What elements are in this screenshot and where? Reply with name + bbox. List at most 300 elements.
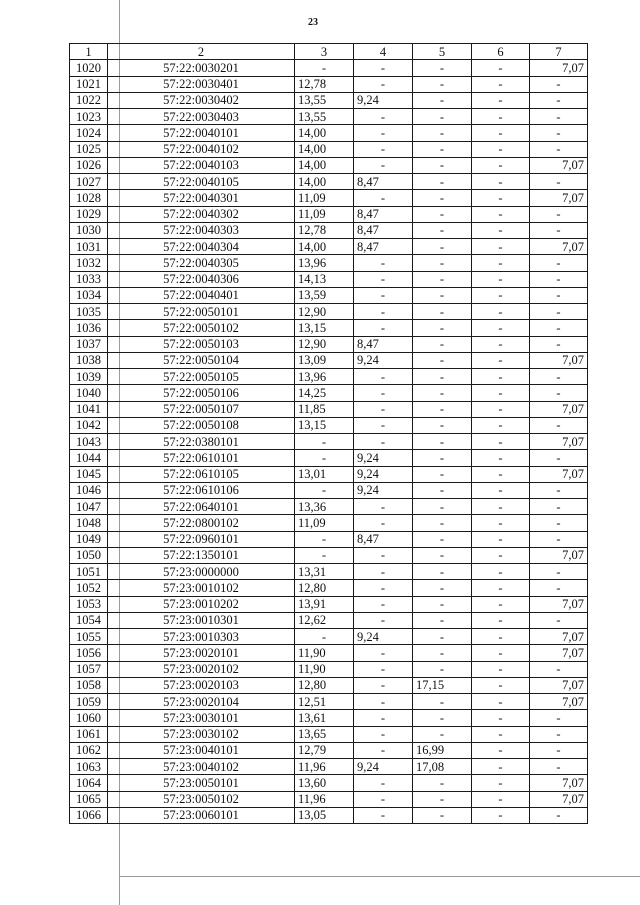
value-col4-cell: - xyxy=(354,775,413,791)
value-col5-cell: - xyxy=(413,661,472,677)
value-col4-cell: - xyxy=(354,612,413,628)
value-col3-cell: 12,79 xyxy=(295,742,354,758)
value-col6-cell: - xyxy=(472,352,530,368)
value-col6-cell: - xyxy=(472,661,530,677)
table-row xyxy=(70,710,588,726)
cadastral-number-cell: 57:23:0010202 xyxy=(108,596,295,612)
value-col5-cell: - xyxy=(413,694,472,710)
value-col4-cell: - xyxy=(354,742,413,758)
value-col5-cell: - xyxy=(413,190,472,206)
value-col5-cell: 16,99 xyxy=(413,742,472,758)
value-col3-cell: 13,05 xyxy=(295,807,354,823)
table-row xyxy=(70,775,588,791)
row-number-cell: 1032 xyxy=(70,255,108,271)
value-col5-cell: - xyxy=(413,174,472,190)
value-col3-cell: 13,61 xyxy=(295,710,354,726)
value-col6-cell: - xyxy=(472,547,530,563)
value-col6-cell: - xyxy=(472,287,530,303)
table-row xyxy=(70,515,588,531)
value-col7-cell: - xyxy=(530,564,588,580)
value-col5-cell: - xyxy=(413,60,472,76)
value-col6-cell: - xyxy=(472,109,530,125)
value-col4-cell: - xyxy=(354,60,413,76)
value-col7-cell: - xyxy=(530,499,588,515)
cadastral-number-cell: 57:22:0040102 xyxy=(108,141,295,157)
value-col7-cell: - xyxy=(530,271,588,287)
value-col7-cell: - xyxy=(530,206,588,222)
column-header: 7 xyxy=(530,44,588,60)
table-row xyxy=(70,401,588,417)
value-col4-cell: - xyxy=(354,190,413,206)
value-col3-cell: 11,09 xyxy=(295,515,354,531)
value-col3-cell: - xyxy=(295,482,354,498)
value-col3-cell: 13,59 xyxy=(295,287,354,303)
value-col3-cell: 11,90 xyxy=(295,661,354,677)
value-col7-cell: - xyxy=(530,515,588,531)
table-row xyxy=(70,255,588,271)
cadastral-number-cell: 57:22:0640101 xyxy=(108,499,295,515)
value-col6-cell: - xyxy=(472,320,530,336)
value-col3-cell: 14,00 xyxy=(295,141,354,157)
value-col4-cell: - xyxy=(354,434,413,450)
value-col5-cell: - xyxy=(413,580,472,596)
value-col6-cell: - xyxy=(472,125,530,141)
value-col4-cell: 9,24 xyxy=(354,92,413,108)
cadastral-number-cell: 57:22:0610106 xyxy=(108,482,295,498)
table-row xyxy=(70,726,588,742)
value-col7-cell: - xyxy=(530,612,588,628)
value-col5-cell: - xyxy=(413,352,472,368)
value-col7-cell: 7,07 xyxy=(530,775,588,791)
table-row xyxy=(70,369,588,385)
value-col3-cell: 12,78 xyxy=(295,76,354,92)
value-col4-cell: - xyxy=(354,287,413,303)
value-col6-cell: - xyxy=(472,157,530,173)
value-col4-cell: - xyxy=(354,417,413,433)
value-col4-cell: - xyxy=(354,694,413,710)
cadastral-number-cell: 57:22:0960101 xyxy=(108,531,295,547)
table-row xyxy=(70,612,588,628)
value-col6-cell: - xyxy=(472,580,530,596)
table-row xyxy=(70,109,588,125)
value-col4-cell: 9,24 xyxy=(354,482,413,498)
value-col3-cell: 11,09 xyxy=(295,206,354,222)
value-col6-cell: - xyxy=(472,239,530,255)
value-col4-cell: - xyxy=(354,726,413,742)
row-number-cell: 1031 xyxy=(70,239,108,255)
row-number-cell: 1037 xyxy=(70,336,108,352)
table-row xyxy=(70,336,588,352)
value-col3-cell: 13,36 xyxy=(295,499,354,515)
value-col7-cell: 7,07 xyxy=(530,434,588,450)
value-col5-cell: - xyxy=(413,320,472,336)
value-col4-cell: 9,24 xyxy=(354,352,413,368)
table-row xyxy=(70,320,588,336)
row-number-cell: 1055 xyxy=(70,629,108,645)
value-col4-cell: 9,24 xyxy=(354,450,413,466)
cadastral-number-cell: 57:22:0040304 xyxy=(108,239,295,255)
value-col6-cell: - xyxy=(472,336,530,352)
value-col7-cell: - xyxy=(530,580,588,596)
value-col6-cell: - xyxy=(472,271,530,287)
value-col6-cell: - xyxy=(472,499,530,515)
value-col4-cell: - xyxy=(354,645,413,661)
value-col5-cell: 17,15 xyxy=(413,677,472,693)
value-col6-cell: - xyxy=(472,710,530,726)
cadastral-number-cell: 57:23:0010102 xyxy=(108,580,295,596)
cadastral-number-cell: 57:23:0040101 xyxy=(108,742,295,758)
value-col6-cell: - xyxy=(472,385,530,401)
value-col4-cell: 8,47 xyxy=(354,336,413,352)
value-col7-cell: - xyxy=(530,92,588,108)
table-row xyxy=(70,417,588,433)
table-row xyxy=(70,352,588,368)
value-col4-cell: - xyxy=(354,401,413,417)
value-col3-cell: 12,90 xyxy=(295,304,354,320)
row-number-cell: 1028 xyxy=(70,190,108,206)
row-number-cell: 1039 xyxy=(70,369,108,385)
cadastral-number-cell: 57:22:0050107 xyxy=(108,401,295,417)
value-col4-cell: 8,47 xyxy=(354,174,413,190)
value-col7-cell: 7,07 xyxy=(530,466,588,482)
value-col4-cell: - xyxy=(354,596,413,612)
table-row xyxy=(70,791,588,807)
scan-margin-line-horizontal xyxy=(119,876,640,877)
value-col3-cell: - xyxy=(295,434,354,450)
value-col5-cell: - xyxy=(413,287,472,303)
cadastral-number-cell: 57:23:0010301 xyxy=(108,612,295,628)
value-col3-cell: 11,96 xyxy=(295,791,354,807)
value-col3-cell: - xyxy=(295,60,354,76)
value-col7-cell: 7,07 xyxy=(530,190,588,206)
value-col3-cell: 12,80 xyxy=(295,580,354,596)
value-col5-cell: - xyxy=(413,515,472,531)
table-row xyxy=(70,564,588,580)
value-col7-cell: 7,07 xyxy=(530,694,588,710)
value-col7-cell: - xyxy=(530,141,588,157)
cadastral-number-cell: 57:22:0800102 xyxy=(108,515,295,531)
page-number: 23 xyxy=(308,17,318,28)
value-col4-cell: - xyxy=(354,369,413,385)
row-number-cell: 1029 xyxy=(70,206,108,222)
value-col4-cell: 8,47 xyxy=(354,239,413,255)
table-row xyxy=(70,466,588,482)
value-col5-cell: - xyxy=(413,547,472,563)
cadastral-number-cell: 57:22:0030402 xyxy=(108,92,295,108)
value-col3-cell: 12,80 xyxy=(295,677,354,693)
value-col7-cell: - xyxy=(530,109,588,125)
value-col6-cell: - xyxy=(472,369,530,385)
column-header: 6 xyxy=(472,44,530,60)
value-col7-cell: - xyxy=(530,661,588,677)
row-number-cell: 1066 xyxy=(70,807,108,823)
cadastral-number-cell: 57:22:0050108 xyxy=(108,417,295,433)
value-col5-cell: - xyxy=(413,434,472,450)
table-row xyxy=(70,271,588,287)
row-number-cell: 1052 xyxy=(70,580,108,596)
value-col6-cell: - xyxy=(472,596,530,612)
table-row xyxy=(70,125,588,141)
cadastral-number-cell: 57:22:0050102 xyxy=(108,320,295,336)
table-header-row xyxy=(70,44,588,60)
data-table xyxy=(69,43,588,824)
value-col3-cell: 13,31 xyxy=(295,564,354,580)
value-col7-cell: - xyxy=(530,742,588,758)
row-number-cell: 1025 xyxy=(70,141,108,157)
value-col6-cell: - xyxy=(472,742,530,758)
column-header: 5 xyxy=(413,44,472,60)
value-col3-cell: - xyxy=(295,547,354,563)
value-col6-cell: - xyxy=(472,60,530,76)
cadastral-number-cell: 57:23:0050101 xyxy=(108,775,295,791)
value-col5-cell: - xyxy=(413,76,472,92)
value-col6-cell: - xyxy=(472,92,530,108)
value-col3-cell: 12,51 xyxy=(295,694,354,710)
value-col6-cell: - xyxy=(472,694,530,710)
value-col7-cell: - xyxy=(530,710,588,726)
value-col7-cell: - xyxy=(530,320,588,336)
value-col4-cell: - xyxy=(354,661,413,677)
value-col3-cell: 13,91 xyxy=(295,596,354,612)
value-col6-cell: - xyxy=(472,515,530,531)
value-col7-cell: - xyxy=(530,417,588,433)
value-col7-cell: - xyxy=(530,482,588,498)
cadastral-number-cell: 57:22:0050103 xyxy=(108,336,295,352)
row-number-cell: 1030 xyxy=(70,222,108,238)
value-col7-cell: - xyxy=(530,531,588,547)
table-row xyxy=(70,499,588,515)
value-col4-cell: - xyxy=(354,125,413,141)
value-col5-cell: - xyxy=(413,791,472,807)
value-col4-cell: - xyxy=(354,109,413,125)
row-number-cell: 1064 xyxy=(70,775,108,791)
value-col5-cell: - xyxy=(413,466,472,482)
cadastral-number-cell: 57:23:0030101 xyxy=(108,710,295,726)
value-col3-cell: 13,65 xyxy=(295,726,354,742)
cadastral-number-cell: 57:23:0020104 xyxy=(108,694,295,710)
table-row xyxy=(70,742,588,758)
row-number-cell: 1038 xyxy=(70,352,108,368)
table-row xyxy=(70,206,588,222)
value-col5-cell: - xyxy=(413,499,472,515)
value-col3-cell: 13,96 xyxy=(295,369,354,385)
cadastral-number-cell: 57:22:0380101 xyxy=(108,434,295,450)
row-number-cell: 1042 xyxy=(70,417,108,433)
value-col4-cell: 8,47 xyxy=(354,531,413,547)
value-col6-cell: - xyxy=(472,450,530,466)
value-col4-cell: - xyxy=(354,564,413,580)
column-header: 4 xyxy=(354,44,413,60)
value-col5-cell: - xyxy=(413,336,472,352)
table-row xyxy=(70,547,588,563)
row-number-cell: 1024 xyxy=(70,125,108,141)
value-col6-cell: - xyxy=(472,791,530,807)
table-row xyxy=(70,450,588,466)
value-col6-cell: - xyxy=(472,645,530,661)
table-row xyxy=(70,694,588,710)
value-col5-cell: - xyxy=(413,206,472,222)
row-number-cell: 1046 xyxy=(70,482,108,498)
row-number-cell: 1060 xyxy=(70,710,108,726)
value-col6-cell: - xyxy=(472,466,530,482)
value-col5-cell: - xyxy=(413,482,472,498)
value-col7-cell: - xyxy=(530,255,588,271)
table-row xyxy=(70,434,588,450)
row-number-cell: 1022 xyxy=(70,92,108,108)
value-col3-cell: 11,96 xyxy=(295,759,354,775)
cadastral-number-cell: 57:23:0020101 xyxy=(108,645,295,661)
value-col6-cell: - xyxy=(472,76,530,92)
value-col5-cell: - xyxy=(413,612,472,628)
value-col4-cell: 9,24 xyxy=(354,759,413,775)
table-row xyxy=(70,759,588,775)
table-row xyxy=(70,629,588,645)
value-col7-cell: - xyxy=(530,336,588,352)
value-col6-cell: - xyxy=(472,222,530,238)
cadastral-number-cell: 57:22:0030201 xyxy=(108,60,295,76)
cadastral-number-cell: 57:23:0020103 xyxy=(108,677,295,693)
value-col3-cell: - xyxy=(295,531,354,547)
cadastral-number-cell: 57:22:0040401 xyxy=(108,287,295,303)
value-col3-cell: 14,00 xyxy=(295,125,354,141)
value-col5-cell: - xyxy=(413,369,472,385)
table-row xyxy=(70,92,588,108)
value-col4-cell: - xyxy=(354,677,413,693)
cadastral-number-cell: 57:22:0030403 xyxy=(108,109,295,125)
cadastral-number-cell: 57:23:0030102 xyxy=(108,726,295,742)
value-col7-cell: - xyxy=(530,759,588,775)
value-col5-cell: - xyxy=(413,807,472,823)
value-col3-cell: 14,00 xyxy=(295,174,354,190)
column-header: 2 xyxy=(108,44,295,60)
row-number-cell: 1054 xyxy=(70,612,108,628)
value-col4-cell: - xyxy=(354,320,413,336)
value-col7-cell: 7,07 xyxy=(530,629,588,645)
value-col6-cell: - xyxy=(472,417,530,433)
value-col4-cell: - xyxy=(354,807,413,823)
value-col4-cell: - xyxy=(354,141,413,157)
value-col7-cell: - xyxy=(530,369,588,385)
cadastral-number-cell: 57:22:1350101 xyxy=(108,547,295,563)
value-col5-cell: - xyxy=(413,141,472,157)
value-col6-cell: - xyxy=(472,401,530,417)
value-col4-cell: - xyxy=(354,547,413,563)
value-col5-cell: - xyxy=(413,450,472,466)
table-row xyxy=(70,287,588,303)
value-col6-cell: - xyxy=(472,255,530,271)
value-col4-cell: - xyxy=(354,271,413,287)
value-col6-cell: - xyxy=(472,612,530,628)
value-col3-cell: 11,85 xyxy=(295,401,354,417)
row-number-cell: 1034 xyxy=(70,287,108,303)
cadastral-number-cell: 57:23:0040102 xyxy=(108,759,295,775)
value-col3-cell: 13,55 xyxy=(295,109,354,125)
value-col3-cell: 13,55 xyxy=(295,92,354,108)
cadastral-number-cell: 57:22:0030401 xyxy=(108,76,295,92)
value-col5-cell: - xyxy=(413,417,472,433)
value-col6-cell: - xyxy=(472,759,530,775)
value-col7-cell: - xyxy=(530,287,588,303)
table-row xyxy=(70,174,588,190)
row-number-cell: 1063 xyxy=(70,759,108,775)
column-header: 3 xyxy=(295,44,354,60)
value-col7-cell: - xyxy=(530,807,588,823)
table-row xyxy=(70,222,588,238)
value-col7-cell: 7,07 xyxy=(530,401,588,417)
value-col5-cell: - xyxy=(413,271,472,287)
value-col3-cell: 14,00 xyxy=(295,239,354,255)
table-row xyxy=(70,807,588,823)
table-row xyxy=(70,239,588,255)
value-col7-cell: - xyxy=(530,76,588,92)
value-col7-cell: - xyxy=(530,726,588,742)
value-col6-cell: - xyxy=(472,564,530,580)
cadastral-number-cell: 57:22:0050104 xyxy=(108,352,295,368)
row-number-cell: 1049 xyxy=(70,531,108,547)
value-col6-cell: - xyxy=(472,206,530,222)
row-number-cell: 1051 xyxy=(70,564,108,580)
cadastral-number-cell: 57:22:0050106 xyxy=(108,385,295,401)
cadastral-number-cell: 57:23:0000000 xyxy=(108,564,295,580)
value-col7-cell: 7,07 xyxy=(530,791,588,807)
value-col5-cell: - xyxy=(413,775,472,791)
cadastral-number-cell: 57:23:0050102 xyxy=(108,791,295,807)
value-col3-cell: 11,90 xyxy=(295,645,354,661)
value-col5-cell: - xyxy=(413,125,472,141)
value-col5-cell: - xyxy=(413,92,472,108)
value-col7-cell: - xyxy=(530,304,588,320)
value-col3-cell: 13,15 xyxy=(295,417,354,433)
value-col7-cell: 7,07 xyxy=(530,352,588,368)
cadastral-number-cell: 57:22:0040101 xyxy=(108,125,295,141)
value-col4-cell: - xyxy=(354,515,413,531)
value-col7-cell: - xyxy=(530,125,588,141)
table-row xyxy=(70,661,588,677)
value-col7-cell: - xyxy=(530,222,588,238)
value-col5-cell: - xyxy=(413,564,472,580)
value-col6-cell: - xyxy=(472,174,530,190)
value-col4-cell: - xyxy=(354,255,413,271)
value-col6-cell: - xyxy=(472,482,530,498)
value-col6-cell: - xyxy=(472,434,530,450)
value-col7-cell: 7,07 xyxy=(530,239,588,255)
table-row xyxy=(70,385,588,401)
value-col5-cell: - xyxy=(413,157,472,173)
value-col4-cell: 9,24 xyxy=(354,466,413,482)
value-col4-cell: - xyxy=(354,385,413,401)
value-col6-cell: - xyxy=(472,726,530,742)
value-col5-cell: - xyxy=(413,109,472,125)
value-col6-cell: - xyxy=(472,775,530,791)
cadastral-number-cell: 57:22:0040105 xyxy=(108,174,295,190)
value-col6-cell: - xyxy=(472,304,530,320)
row-number-cell: 1062 xyxy=(70,742,108,758)
row-number-cell: 1041 xyxy=(70,401,108,417)
value-col4-cell: - xyxy=(354,791,413,807)
row-number-cell: 1061 xyxy=(70,726,108,742)
value-col3-cell: 12,62 xyxy=(295,612,354,628)
value-col7-cell: - xyxy=(530,174,588,190)
value-col7-cell: - xyxy=(530,385,588,401)
value-col3-cell: 12,90 xyxy=(295,336,354,352)
table-row xyxy=(70,60,588,76)
value-col6-cell: - xyxy=(472,141,530,157)
value-col4-cell: - xyxy=(354,580,413,596)
cadastral-number-cell: 57:23:0020102 xyxy=(108,661,295,677)
value-col5-cell: - xyxy=(413,596,472,612)
row-number-cell: 1065 xyxy=(70,791,108,807)
value-col7-cell: 7,07 xyxy=(530,60,588,76)
